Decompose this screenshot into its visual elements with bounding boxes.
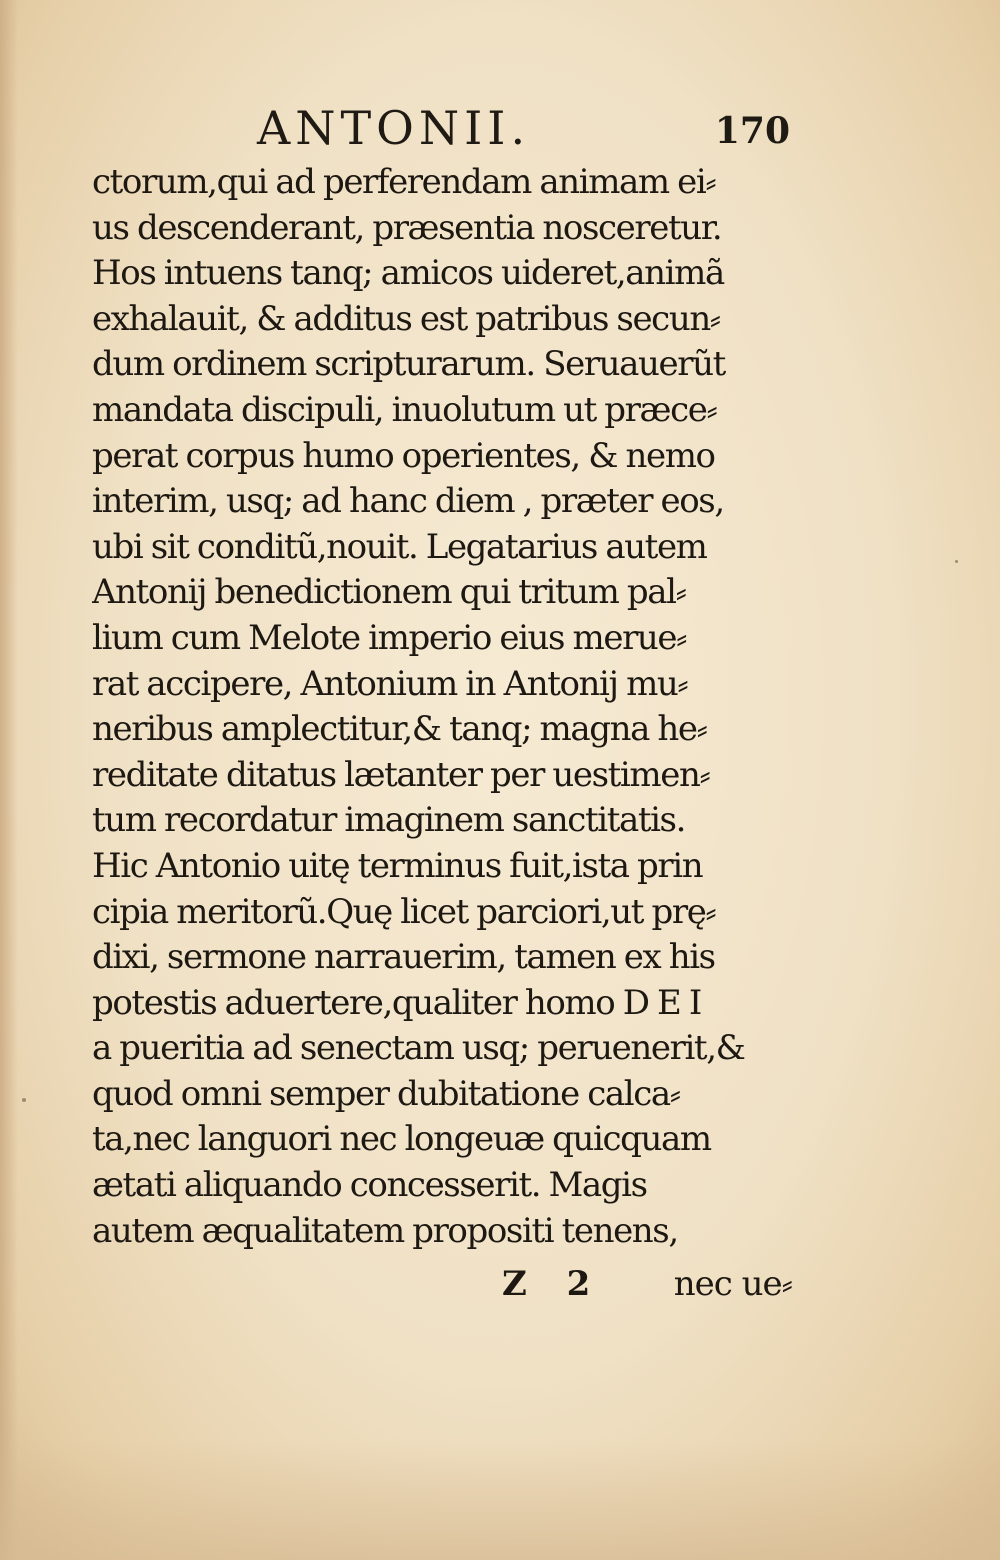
- page-number: 170: [714, 110, 790, 152]
- ink-speck: [955, 560, 958, 563]
- signature-mark: Z 2: [502, 1264, 605, 1304]
- text-line: rat accipere, Antonium in Antonij mu⸗: [92, 663, 688, 704]
- text-line: ætati aliquando concesserit. Magis: [92, 1165, 647, 1206]
- text-line: autem æqualitatem propositi tenens,: [92, 1210, 678, 1251]
- text-line: us descenderant, præsentia nosceretur.: [92, 207, 722, 248]
- text-line: dixi, sermone narrauerim, tamen ex his: [92, 937, 715, 978]
- page-header: [100, 100, 790, 164]
- page-bottom-edge-shadow: [0, 1440, 1000, 1560]
- text-line: ta,nec languori nec longeuæ quicquam: [92, 1119, 711, 1160]
- text-line: perat corpus humo operientes, & nemo: [92, 435, 715, 476]
- text-line: Hic Antonio uitę terminus fuit,ista prin: [92, 845, 703, 886]
- text-line: cipia meritorũ.Quę licet parciori,ut prę⸗: [92, 891, 716, 932]
- text-line: exhalauit, & additus est patribus secun⸗: [92, 298, 720, 339]
- body-text: [92, 160, 792, 1254]
- ink-speck: [22, 1098, 26, 1102]
- text-line: ctorum,qui ad perferendam animam ei⸗: [92, 162, 716, 202]
- text-line: neribus amplectitur,& tanq; magna he⸗: [92, 709, 707, 750]
- page-left-edge-shadow: [0, 0, 18, 1560]
- text-line: reditate ditatus lætanter per uestimen⸗: [92, 754, 710, 795]
- text-line: tum recordatur imaginem sanctitatis.: [92, 800, 686, 841]
- text-line: mandata discipuli, inuolutum ut præce⸗: [92, 389, 717, 430]
- text-line: a pueritia ad senectam usq; peruenerit,&: [92, 1028, 745, 1069]
- catchword: nec ue⸗: [673, 1264, 792, 1304]
- text-line: quod omni semper dubitatione calca⸗: [92, 1073, 680, 1114]
- text-line: dum ordinem scripturarum. Seruauerũt: [92, 344, 725, 385]
- running-title: ANTONII.: [257, 101, 531, 155]
- text-line: Hos intuens tanq; amicos uideret,animã: [92, 253, 724, 294]
- text-line: lium cum Melote imperio eius merue⸗: [92, 617, 687, 658]
- text-line: potestis aduertere,qualiter homo D E I: [92, 982, 701, 1023]
- page-footer: [92, 1262, 792, 1312]
- text-line: Antonij benedictionem qui tritum pal⸗: [92, 572, 686, 613]
- text-line: ubi sit conditũ,nouit. Legatarius autem: [92, 526, 707, 567]
- text-line: interim, usq; ad hanc diem , præter eos,: [92, 481, 724, 522]
